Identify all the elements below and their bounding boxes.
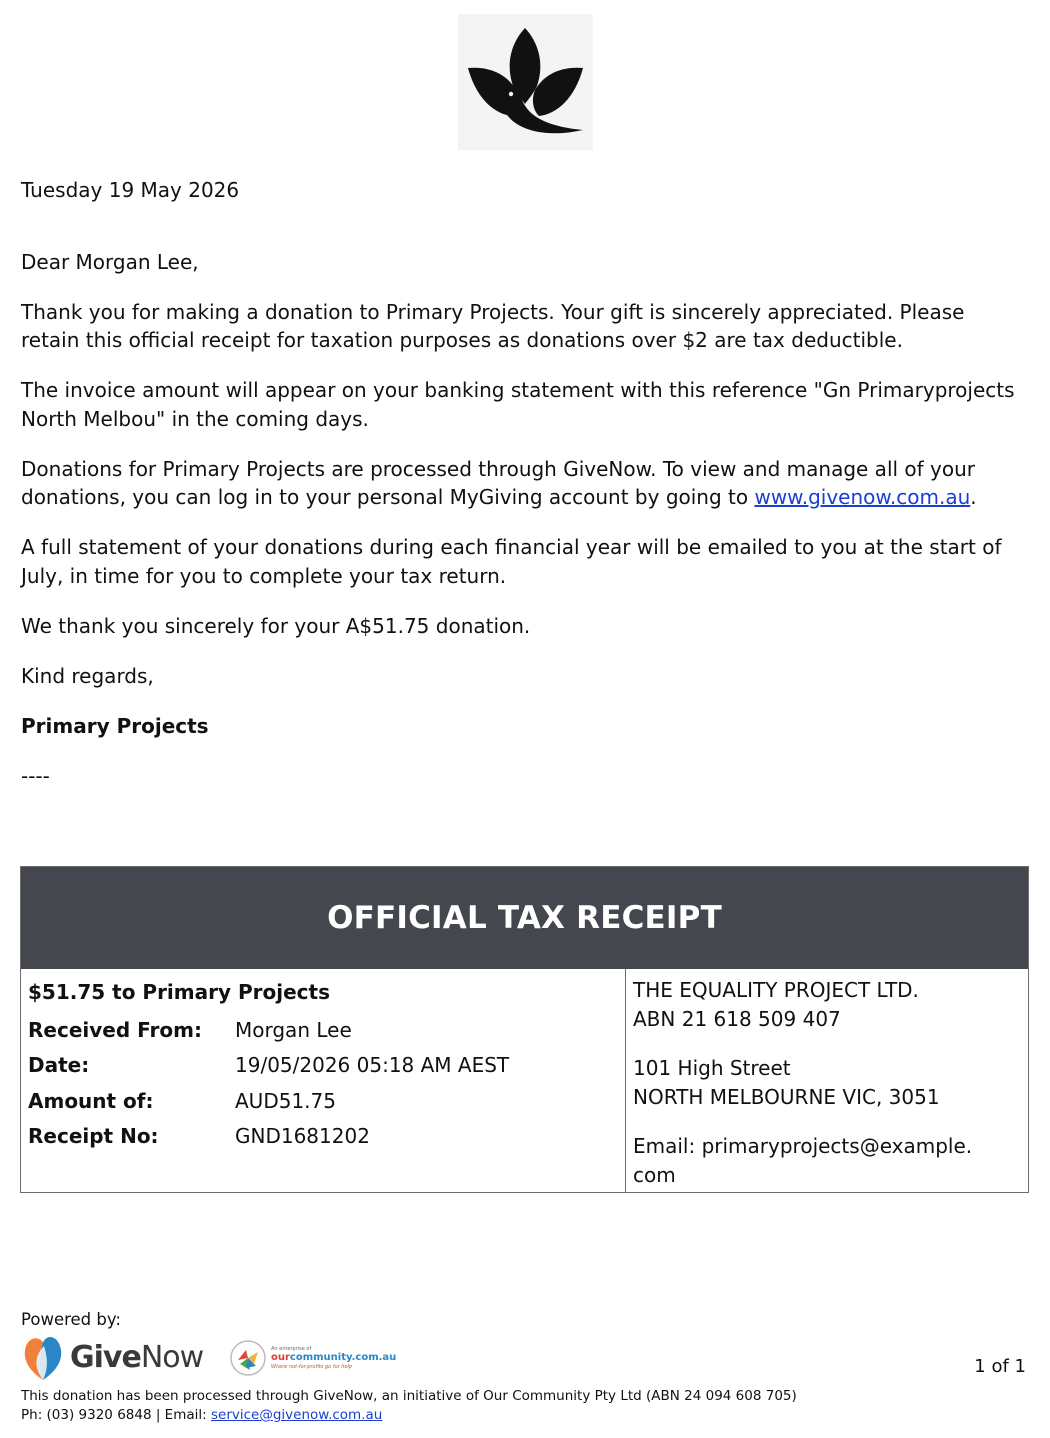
ourcommunity-wordmark: [271, 1346, 396, 1370]
givenow-logo: [20, 1330, 203, 1384]
receipt-headline: $51.75 to Primary Projects: [28, 980, 330, 1004]
ourcommunity-name-b: community.com.au: [289, 1352, 397, 1363]
org-name: THE EQUALITY PROJECT LTD.: [633, 978, 919, 1002]
givenow-wordmark-give: Give: [70, 1339, 141, 1375]
ourcommunity-tiny-text: An enterprise of: [271, 1346, 312, 1352]
receipt-details: [21, 969, 626, 1192]
org-email: [633, 1132, 1028, 1190]
date-label: Date:: [28, 1053, 90, 1078]
ourcommunity-tagline: Where not-for-profits go for help: [271, 1364, 353, 1370]
separator: ----: [21, 763, 50, 788]
receipt-title: OFFICIAL TAX RECEIPT: [21, 867, 1028, 969]
salutation: Dear Morgan Lee,: [21, 249, 199, 274]
address-line-2: NORTH MELBOURNE VIC, 3051: [633, 1085, 940, 1109]
donation-amount-paragraph: We thank you sincerely for your A$51.75 donation.: [21, 613, 531, 638]
receipt-row: [28, 1083, 625, 1119]
footer-contact-text: Ph: (03) 9320 6848 | Email:: [21, 1407, 211, 1423]
organisation-logo: [458, 14, 593, 150]
footer-line-2: [21, 1406, 797, 1425]
powered-by-label: Powered by:: [21, 1310, 121, 1329]
ourcommunity-name-a: our: [271, 1352, 290, 1363]
givenow-heart-icon: [20, 1330, 66, 1384]
letter-body: [21, 176, 1021, 812]
service-email-link[interactable]: service@givenow.com.au: [210, 1407, 383, 1423]
receipt-row: [28, 1048, 625, 1084]
bank-statement-paragraph: The invoice amount will appear on your banking statement with this reference "Gn Primaryprojects North Melbou" in the coming days.: [21, 378, 1015, 431]
page-number: 1 of 1: [974, 1356, 1026, 1377]
givenow-wordmark-now: Now: [140, 1339, 204, 1375]
givenow-paragraph-text: Donations for Primary Projects are processed through GiveNow. To view and manage all of your donations, you can log in to your personal MyGiving account by going to: [21, 456, 976, 509]
givenow-wordmark: [70, 1340, 203, 1375]
tax-receipt: [20, 866, 1029, 1193]
receipt-row: [28, 1012, 625, 1048]
receipt-no-value: GND1681202: [235, 1124, 370, 1149]
org-address: [633, 1054, 1028, 1112]
receipt-row: [28, 1119, 625, 1155]
address-line-1: 101 High Street: [633, 1056, 791, 1080]
lotus-bird-icon: [458, 14, 593, 150]
date-value: 19/05/2026 05:18 AM AEST: [235, 1053, 510, 1078]
amount-label: Amount of:: [28, 1088, 154, 1113]
givenow-paragraph: [21, 455, 1021, 512]
received-from-value: Morgan Lee: [235, 1017, 352, 1042]
footer-line-1: This donation has been processed through GiveNow, an initiative of Our Community Pty Ltd (ABN 24 094 608 705): [21, 1388, 797, 1404]
email-line-1: Email: primaryprojects@example.: [633, 1134, 973, 1158]
footer-text: [21, 1387, 797, 1425]
email-line-2: com: [633, 1163, 676, 1187]
ourcommunity-logo: [228, 1338, 396, 1378]
receipt-no-label: Receipt No:: [28, 1124, 159, 1149]
org-abn: ABN 21 618 509 407: [633, 1007, 841, 1031]
letter-date: Tuesday 19 May 2026: [21, 178, 240, 202]
givenow-paragraph-end: .: [970, 485, 977, 509]
received-from-label: Received From:: [28, 1017, 202, 1042]
organisation-details: [626, 969, 1028, 1192]
thank-you-paragraph: Thank you for making a donation to Primary Projects. Your gift is sincerely appreciated. Please retain this official receipt for taxation purposes as donations over $2 are tax deductible.: [21, 299, 965, 352]
amount-value: AUD51.75: [235, 1088, 336, 1113]
ourcommunity-name: [271, 1352, 396, 1364]
org-identity: [633, 976, 1028, 1034]
signature: Primary Projects: [21, 713, 209, 738]
statement-paragraph: A full statement of your donations during each financial year will be emailed to you at the start of July, in time for you to complete your tax return.: [21, 535, 1002, 588]
ourcommunity-globe-icon: [228, 1338, 268, 1378]
receipt-body: [21, 969, 1028, 1192]
givenow-link[interactable]: www.givenow.com.au: [754, 485, 971, 509]
closing: Kind regards,: [21, 663, 154, 688]
